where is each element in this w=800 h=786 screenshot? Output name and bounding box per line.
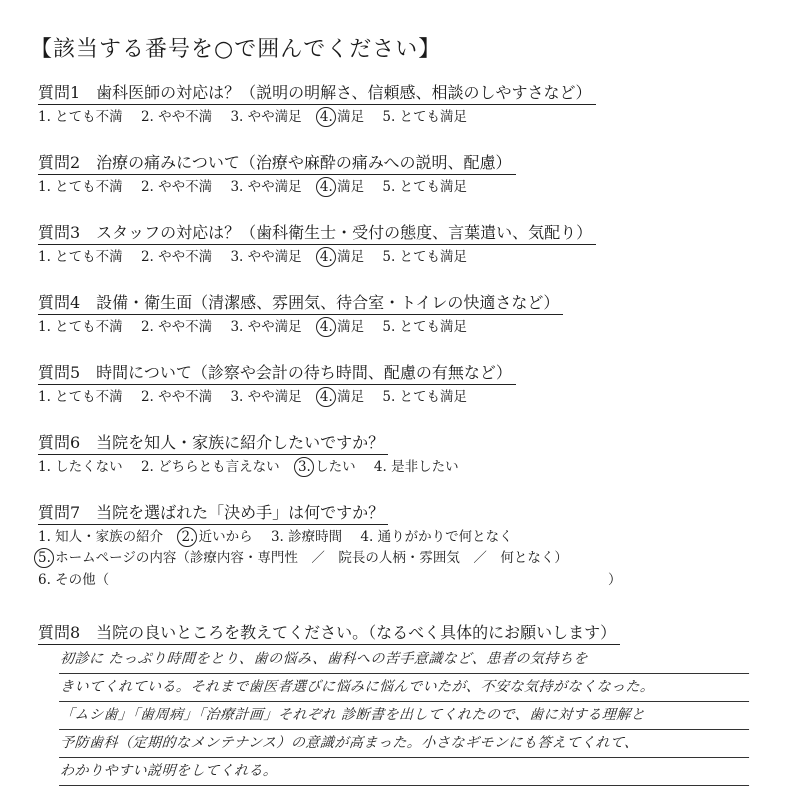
option-4-circled[interactable]: 4. 満足 [319, 389, 365, 405]
option-3[interactable]: 3. やや満足 [230, 109, 302, 125]
question-title: 質問2 治療の痛みについて（治療や麻酔の痛みへの説明、配慮） [38, 152, 516, 175]
handwritten-answer[interactable] [60, 646, 750, 786]
option-4-circled[interactable]: 4. 満足 [319, 109, 365, 125]
option-1[interactable]: 1. とても不満 [38, 179, 123, 195]
option-1[interactable]: 1. したくない [38, 459, 123, 475]
question-options [38, 247, 758, 267]
question-options [38, 317, 758, 337]
question-title: 質問4 設備・衛生面（清潔感、雰囲気、待合室・トイレの快適さなど） [38, 292, 563, 315]
question-options [38, 457, 758, 477]
option-2[interactable]: 2. やや不満 [140, 179, 213, 195]
option-5[interactable]: 5. とても満足 [382, 319, 468, 335]
question-1 [38, 82, 758, 127]
question-3 [38, 222, 758, 267]
option-2[interactable]: 2. やや不満 [140, 319, 213, 335]
answer-line-2: きいてくれている。それまで歯医者選びに悩みに悩んでいたが、不安な気持がなくなった。 [59, 674, 751, 702]
option-5[interactable]: 5. とても満足 [382, 179, 468, 195]
option-3[interactable]: 3. やや満足 [230, 249, 302, 265]
option-3[interactable]: 3. やや満足 [230, 319, 302, 335]
question-title: 質問1 歯科医師の対応は？（説明の明解さ、信頼感、相談のしやすさなど） [38, 82, 596, 105]
option-5[interactable]: 5. とても満足 [382, 389, 468, 405]
answer-line-1: 初診に たっぷり時間をとり、歯の悩み、歯科への苦手意識など、患者の気持ちを [59, 646, 751, 674]
option-4[interactable]: 4. 是非したい [373, 459, 459, 475]
option-1[interactable]: 1. とても不満 [38, 249, 123, 265]
option-3-circled[interactable]: 3. したい [297, 459, 356, 475]
question-title: 質問6 当院を知人・家族に紹介したいですか？ [38, 432, 388, 455]
option-5[interactable]: 5. とても満足 [382, 109, 468, 125]
option-1[interactable]: 1. とても不満 [38, 389, 123, 405]
option-5-line [38, 547, 758, 569]
question-title: 質問8 当院の良いところを教えてください。（なるべく具体的にお願いします） [38, 622, 620, 645]
question-options [38, 177, 758, 197]
option-5-circled[interactable]: 5. ホームページの内容（診療内容・専門性 ／ 院長の人柄・雰囲気 ／ 何となく） [38, 550, 568, 566]
option-3[interactable]: 3. やや満足 [230, 179, 302, 195]
page-heading: 【該当する番号を○で囲んでください】 [30, 37, 442, 62]
question-title: 質問5 時間について（診察や会計の待ち時間、配慮の有無など） [38, 362, 516, 385]
option-2[interactable]: 2. やや不満 [140, 249, 213, 265]
question-title: 質問7 当院を選ばれた「決め手」は何ですか？ [38, 502, 388, 525]
option-2[interactable]: 2. やや不満 [140, 109, 213, 125]
question-4 [38, 292, 758, 337]
option-3[interactable]: 3. やや満足 [230, 389, 302, 405]
option-6-close-paren: ） [608, 572, 622, 588]
question-6 [38, 432, 758, 477]
option-3[interactable]: 3. 診療時間 [270, 529, 343, 545]
option-5[interactable]: 5. とても満足 [382, 249, 468, 265]
option-6-label[interactable]: 6. その他（ [38, 572, 110, 588]
option-4[interactable]: 4. 通りがかりで何となく [360, 529, 513, 545]
question-7 [38, 502, 758, 591]
option-4-circled[interactable]: 4. 満足 [319, 249, 365, 265]
question-options [38, 527, 758, 547]
option-4-circled[interactable]: 4. 満足 [319, 319, 365, 335]
question-5 [38, 362, 758, 407]
option-4-circled[interactable]: 4. 満足 [319, 179, 365, 195]
option-1[interactable]: 1. とても不満 [38, 109, 123, 125]
answer-line-4: 予防歯科（定期的なメンテナンス）の意識が高まった。小さなギモンにも答えてくれて、 [59, 730, 751, 758]
question-options [38, 107, 758, 127]
question-title: 質問3 スタッフの対応は？（歯科衛生士・受付の態度、言葉遣い、気配り） [38, 222, 596, 245]
option-6-line [38, 569, 758, 591]
answer-line-5: わかりやすい説明をしてくれる。 [59, 758, 751, 786]
question-options [38, 387, 758, 407]
option-2-circled[interactable]: 2. 近いから [181, 529, 253, 545]
answer-line-3: 「ムシ歯」「歯周病」「治療計画」それぞれ 診断書を出してくれたので、歯に対する理解と [59, 702, 751, 730]
option-1[interactable]: 1. とても不満 [38, 319, 123, 335]
option-2[interactable]: 2. やや不満 [140, 389, 213, 405]
option-1[interactable]: 1. 知人・家族の紹介 [38, 529, 164, 545]
question-8 [38, 622, 758, 645]
option-2[interactable]: 2. どちらとも言えない [140, 459, 280, 475]
question-2 [38, 152, 758, 197]
